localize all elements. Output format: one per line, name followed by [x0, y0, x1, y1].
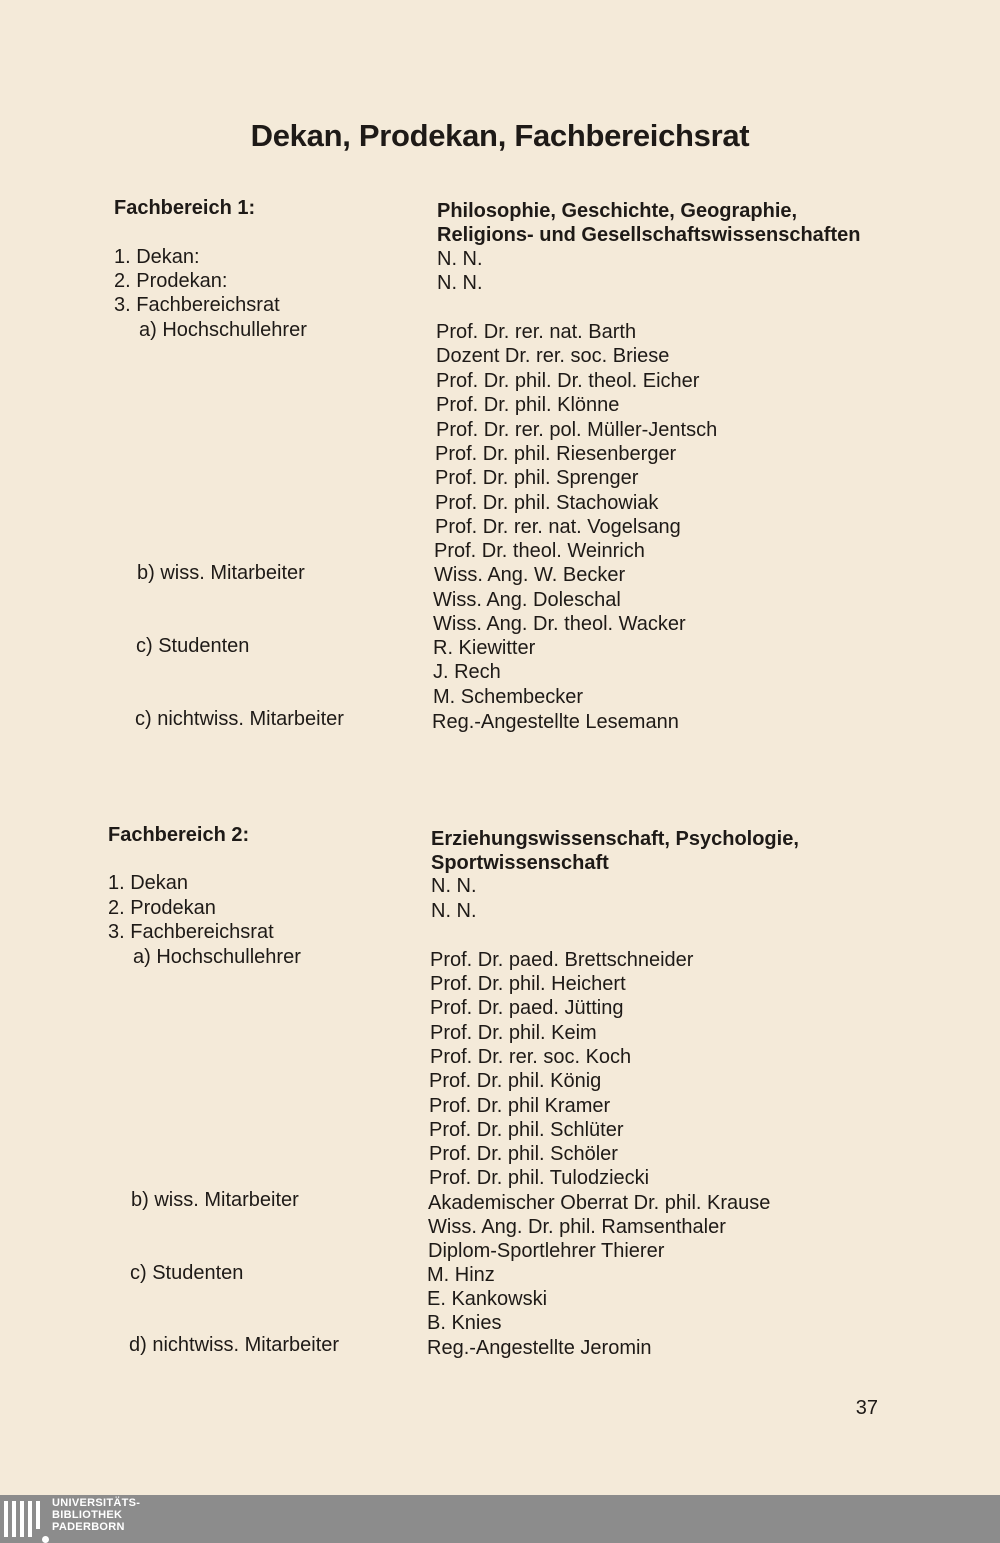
prodekan-value: N. N.	[437, 272, 483, 294]
section-heading: Fachbereich 1:	[114, 197, 256, 219]
prodekan-label: 2. Prodekan	[108, 897, 216, 919]
member: M. Schembecker	[433, 686, 584, 708]
member: Prof. Dr. phil Kramer	[429, 1095, 611, 1117]
logo-line: BIBLIOTHEK	[52, 1509, 123, 1521]
group-label: d) nichtwiss. Mitarbeiter	[129, 1334, 340, 1356]
section-subject-line: Philosophie, Geschichte, Geographie,	[437, 200, 798, 222]
member: Prof. Dr. phil. Keim	[430, 1022, 597, 1044]
page-title: Dekan, Prodekan, Fachbereichsrat	[250, 118, 750, 153]
member: E. Kankowski	[427, 1288, 548, 1310]
member: Reg.-Angestellte Jeromin	[427, 1337, 652, 1359]
member: Prof. Dr. phil. Riesenberger	[435, 443, 677, 465]
group-label: a) Hochschullehrer	[139, 319, 307, 341]
prodekan-value: N. N.	[431, 900, 477, 922]
member: Prof. Dr. rer. nat. Vogelsang	[435, 516, 681, 538]
library-footer-bar	[0, 1495, 1000, 1543]
member: Prof. Dr. phil. Tulodziecki	[429, 1167, 650, 1189]
member: J. Rech	[433, 661, 501, 683]
dekan-label: 1. Dekan	[108, 872, 189, 894]
group-label: c) nichtwiss. Mitarbeiter	[135, 708, 344, 730]
section-subject-line: Sportwissenschaft	[431, 852, 609, 874]
logo-line: UNIVERSITÄTS-	[52, 1497, 141, 1509]
dekan-value: N. N.	[431, 875, 477, 897]
member: Prof. Dr. theol. Weinrich	[434, 540, 645, 562]
logo-line: PADERBORN	[52, 1521, 125, 1533]
group-label: c) Studenten	[130, 1262, 244, 1284]
member: Prof. Dr. phil. Dr. theol. Eicher	[436, 370, 700, 392]
prodekan-label: 2. Prodekan:	[114, 270, 228, 292]
member: B. Knies	[427, 1312, 502, 1334]
member: Akademischer Oberrat Dr. phil. Krause	[428, 1192, 771, 1214]
member: Prof. Dr. phil. Heichert	[430, 973, 626, 995]
member: Prof. Dr. phil. König	[429, 1070, 602, 1092]
member: Prof. Dr. phil. Schlüter	[429, 1119, 624, 1141]
dekan-label: 1. Dekan:	[114, 246, 200, 268]
member: Prof. Dr. phil. Stachowiak	[435, 492, 659, 514]
dekan-value: N. N.	[437, 248, 483, 270]
member: Prof. Dr. paed. Jütting	[430, 997, 624, 1019]
member: Prof. Dr. rer. soc. Koch	[430, 1046, 632, 1068]
member: Wiss. Ang. Dr. phil. Ramsenthaler	[428, 1216, 726, 1238]
member: Prof. Dr. rer. pol. Müller-Jentsch	[436, 419, 718, 441]
group-label: b) wiss. Mitarbeiter	[137, 562, 305, 584]
library-logo-text	[52, 1497, 140, 1533]
fachbereichsrat-label: 3. Fachbereichsrat	[108, 921, 274, 943]
member: Wiss. Ang. Doleschal	[433, 589, 621, 611]
member: Prof. Dr. rer. nat. Barth	[436, 321, 637, 343]
section-subject-line: Erziehungswissenschaft, Psychologie,	[431, 828, 799, 850]
library-logo-icon	[4, 1501, 48, 1537]
member: Prof. Dr. phil. Klönne	[436, 394, 620, 416]
member: Reg.-Angestellte Lesemann	[432, 711, 679, 733]
member: Prof. Dr. phil. Sprenger	[435, 467, 639, 489]
member: Prof. Dr. phil. Schöler	[429, 1143, 618, 1165]
group-label: b) wiss. Mitarbeiter	[131, 1189, 299, 1211]
member: Wiss. Ang. Dr. theol. Wacker	[433, 613, 686, 635]
member: Diplom-Sportlehrer Thierer	[428, 1240, 665, 1262]
member: Dozent Dr. rer. soc. Briese	[436, 345, 670, 367]
section-subject-line: Religions- und Gesellschaftswissenschaften	[437, 224, 861, 246]
section-heading: Fachbereich 2:	[108, 824, 250, 846]
group-label: a) Hochschullehrer	[133, 946, 301, 968]
fachbereichsrat-label: 3. Fachbereichsrat	[114, 294, 280, 316]
page-number: 37	[855, 1397, 878, 1419]
member: Wiss. Ang. W. Becker	[434, 564, 626, 586]
group-label: c) Studenten	[136, 635, 250, 657]
member: M. Hinz	[427, 1264, 495, 1286]
member: R. Kiewitter	[433, 637, 536, 659]
member: Prof. Dr. paed. Brettschneider	[430, 949, 694, 971]
